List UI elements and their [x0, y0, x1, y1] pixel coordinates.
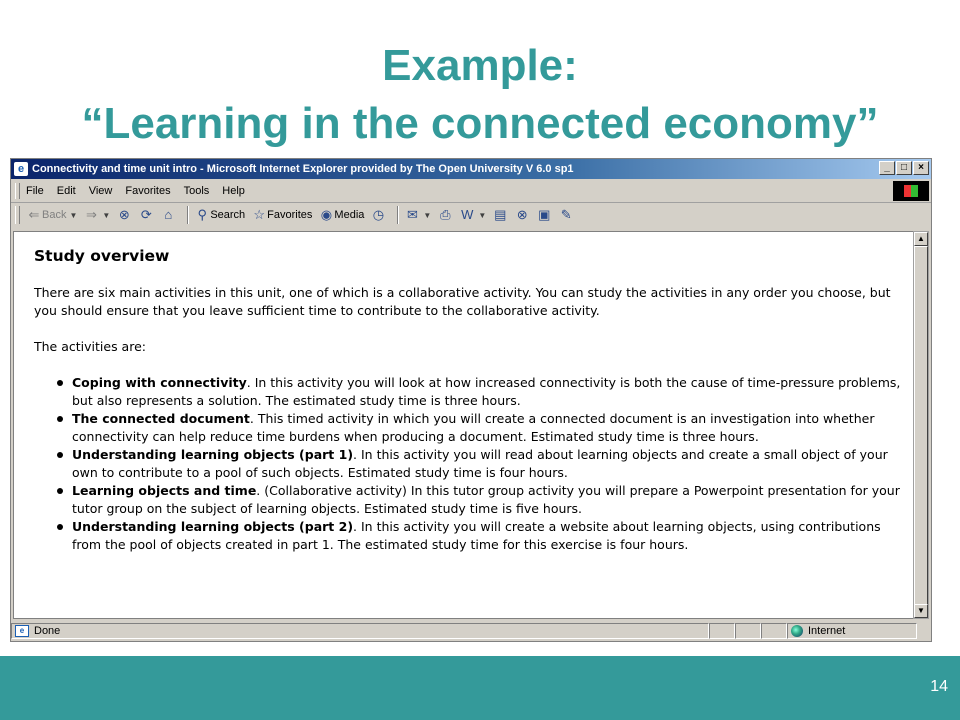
edit-dropdown-icon[interactable]: ▼: [478, 210, 487, 220]
slide-footer: [0, 656, 960, 720]
activity-description: . In this activity you will look at how increased connectivity is both the cause of time-pressure problems, but also represents a solution. The estimated study time is three hours.: [72, 375, 901, 408]
list-item: [72, 374, 904, 410]
ie-logo-icon: e: [14, 162, 28, 176]
menu-edit[interactable]: Edit: [56, 185, 76, 197]
block-icon: ⊗: [516, 207, 528, 222]
menu-view[interactable]: View: [88, 185, 113, 197]
media-label: Media: [334, 209, 365, 221]
favorites-icon: ☆: [253, 207, 265, 222]
back-dropdown-icon[interactable]: ▼: [69, 210, 78, 220]
activity-description: . In this activity you will create a website about learning objects, using contributions from the pool of objects created in part 1. The estimated study time for this exercise is four hours.: [72, 519, 881, 552]
activity-description: . In this activity you will read about learning objects and create a small object of your own to contribute to a pool of such objects. Estimated study time is four hours.: [72, 447, 888, 480]
media-button[interactable]: [318, 207, 364, 223]
list-item: [72, 482, 904, 518]
status-main-pane: [11, 623, 709, 639]
mail-icon: ✉: [406, 207, 418, 222]
scroll-up-button[interactable]: ▲: [914, 232, 928, 246]
extra-button-3[interactable]: [558, 207, 574, 223]
activity-name: The connected document: [72, 411, 250, 426]
scroll-down-button[interactable]: ▼: [914, 604, 928, 618]
print-icon: ⎙: [440, 207, 451, 222]
page-done-icon: e: [15, 625, 29, 637]
messenger-icon: ▣: [538, 207, 551, 222]
activity-name: Understanding learning objects (part 1): [72, 447, 354, 462]
back-label: Back: [42, 209, 67, 221]
back-arrow-icon: ⇐: [28, 207, 40, 222]
internet-globe-icon: [791, 625, 803, 637]
menu-favorites[interactable]: Favorites: [125, 185, 171, 197]
intro-paragraph: There are six main activities in this unit, one of which is a collaborative activity. You can study the activities in any order you choose, but you should ensure that you leave sufficient time to contribute to the collaborative activity.: [34, 285, 891, 318]
list-item: [72, 410, 904, 446]
status-pane: [761, 623, 787, 639]
forward-arrow-icon: ⇒: [85, 207, 97, 222]
status-pane: [735, 623, 761, 639]
page-heading: Study overview: [34, 247, 170, 265]
menu-help[interactable]: Help: [222, 185, 245, 197]
menu-bar: [11, 180, 931, 203]
status-bar: [11, 621, 931, 641]
home-icon: ⌂: [164, 207, 173, 222]
search-label: Search: [210, 209, 246, 221]
home-button[interactable]: [160, 207, 176, 223]
vertical-scrollbar[interactable]: [913, 231, 929, 619]
minimize-button[interactable]: _: [879, 161, 895, 175]
discuss-button[interactable]: [492, 207, 508, 223]
windows-logo-icon: [893, 181, 929, 201]
slide-title-line2: “Learning in the connected economy”: [81, 99, 879, 148]
mail-button[interactable]: [404, 207, 431, 223]
list-item: [72, 446, 904, 482]
extra-button-1[interactable]: [514, 207, 530, 223]
favorites-button[interactable]: [251, 207, 312, 223]
page-content: [13, 231, 915, 619]
stop-button[interactable]: [116, 207, 132, 223]
window-titlebar[interactable]: [11, 159, 931, 179]
activity-description: . (Collaborative activity) In this tutor group activity you will prepare a Powerpoint presentation for your tutor group on the subject of learning objects. Estimated study time is five hours.: [72, 483, 900, 516]
slide-page-number: 14: [930, 678, 948, 695]
activity-name: Coping with connectivity: [72, 375, 247, 390]
mail-dropdown-icon[interactable]: ▼: [423, 210, 432, 220]
media-icon: ◉: [320, 207, 333, 222]
zone-text: Internet: [808, 625, 846, 637]
word-icon: W: [461, 207, 474, 222]
refresh-icon: ⟳: [140, 207, 152, 222]
activities-label: The activities are:: [34, 339, 146, 354]
favorites-label: Favorites: [267, 209, 313, 221]
forward-dropdown-icon[interactable]: ▼: [102, 210, 111, 220]
discuss-icon: ▤: [494, 207, 507, 222]
forward-button[interactable]: [83, 207, 110, 223]
maximize-button[interactable]: □: [896, 161, 912, 175]
search-icon: ⚲: [197, 207, 208, 222]
status-text: Done: [34, 625, 61, 637]
edit-button[interactable]: [459, 207, 486, 223]
close-button[interactable]: ×: [913, 161, 929, 175]
standard-toolbar: [11, 203, 931, 227]
activities-list: [34, 374, 904, 554]
menu-tools[interactable]: Tools: [183, 185, 210, 197]
scroll-thumb[interactable]: [914, 246, 928, 606]
search-button[interactable]: [194, 207, 245, 223]
print-button[interactable]: [437, 207, 453, 223]
menu-file[interactable]: File: [26, 185, 44, 197]
list-item: [72, 518, 904, 554]
toolbar-separator: [397, 206, 399, 224]
history-button[interactable]: [370, 207, 386, 223]
activity-name: Understanding learning objects (part 2): [72, 519, 354, 534]
slide-title-line1: Example:: [382, 41, 578, 90]
toolbar-grip: [15, 206, 20, 224]
study-overview-document: [34, 246, 904, 554]
back-button[interactable]: [26, 207, 77, 223]
security-zone-pane: [787, 623, 917, 639]
toolbar-separator: [187, 206, 189, 224]
history-icon: ◷: [372, 207, 385, 222]
stop-icon: ⊗: [118, 207, 130, 222]
window-title: Connectivity and time unit intro - Microsoft Internet Explorer provided by The Open University V 6.0 sp1: [32, 163, 574, 175]
status-pane: [709, 623, 735, 639]
browser-window: [10, 158, 932, 642]
extra-button-2[interactable]: [536, 207, 552, 223]
activity-description: . This timed activity in which you will create a connected document is an investigation into whether connectivity can help reduce time burdens when producing a document. Estimated study time is three hours.: [72, 411, 875, 444]
research-icon: ✎: [560, 207, 572, 222]
refresh-button[interactable]: [138, 207, 154, 223]
menubar-grip: [15, 183, 20, 199]
activity-name: Learning objects and time: [72, 483, 257, 498]
